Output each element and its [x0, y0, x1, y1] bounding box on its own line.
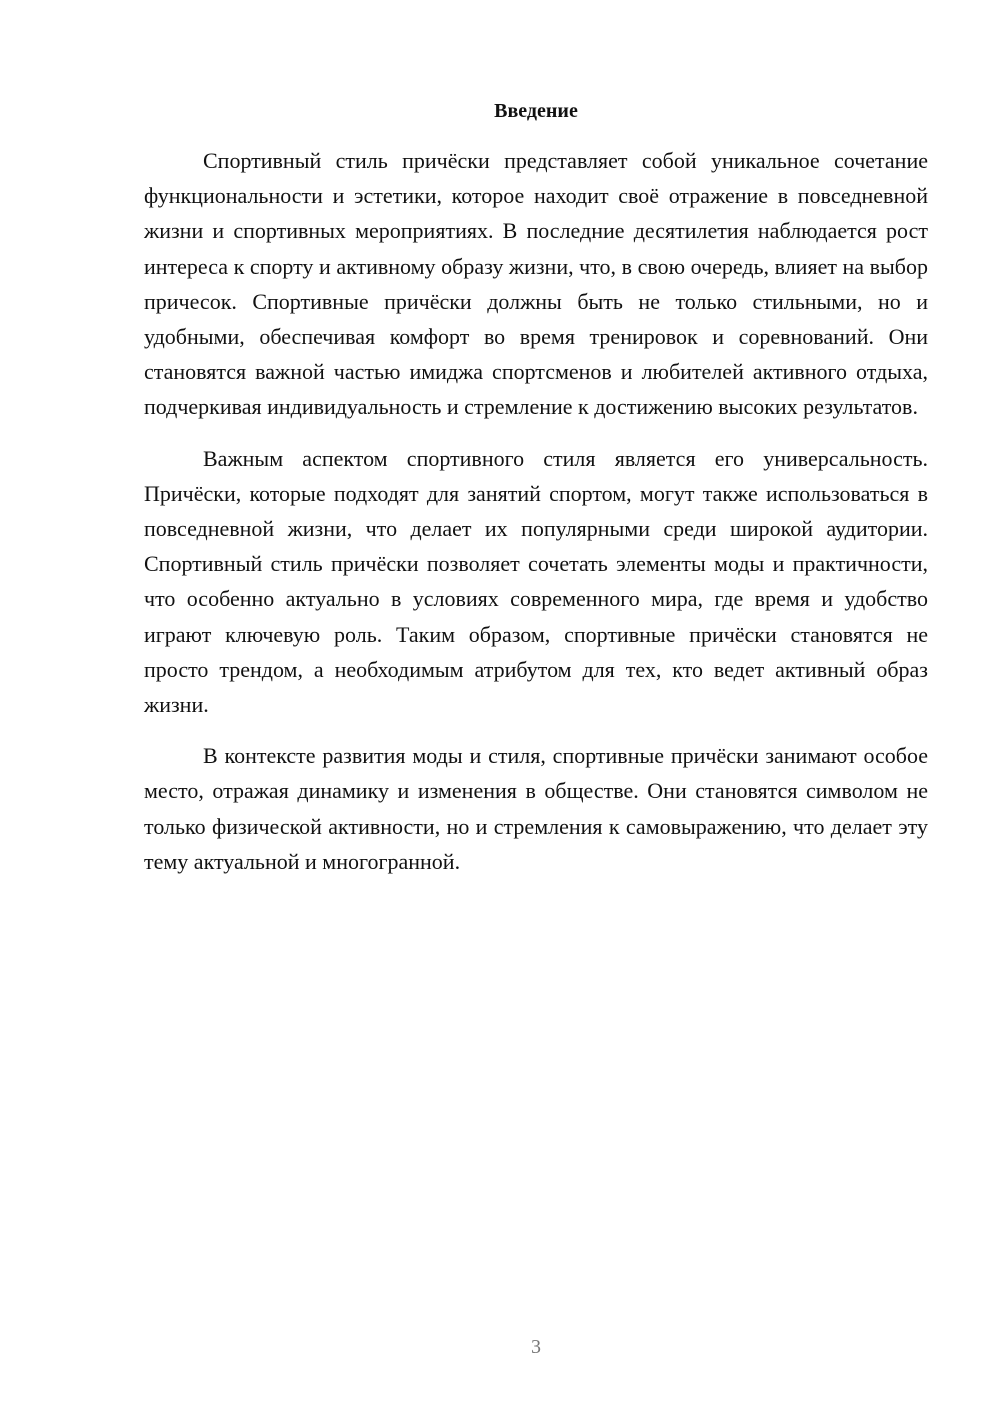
paragraph-2: Важным аспектом спортивного стиля является его универсальность. Причёски, которые подходят для занятий спортом, могут также использоваться в повседневной жизни, что делает их популярными среди широкой аудитории. Спортивный стиль причёски позволяет сочетать элементы моды и практичности, что особенно актуально в условиях современного мира, где время и удобство играют ключевую роль. Таким образом, спортивные причёски становятся не просто трендом, а необходимым атрибутом для тех, кто ведет активный образ жизни.: [144, 445, 928, 718]
page-title: Введение: [494, 100, 578, 122]
page-number: 3: [531, 1336, 541, 1358]
paragraph-3: В контексте развития моды и стиля, спортивные причёски занимают особое место, отражая динамику и изменения в обществе. Они становятся символом не только физической активности, но и стремления к самовыражению, что делает эту тему актуальной и многогранной.: [144, 743, 928, 874]
body-text: [144, 143, 928, 895]
paragraph-1: Спортивный стиль причёски представляет собой уникальное сочетание функциональности и эстетики, которое находит своё отражение в повседневной жизни и спортивных мероприятиях. В последние десятилетия наблюдается рост интереса к спорту и активному образу жизни, что, в свою очередь, влияет на выбор причесок. Спортивные причёски должны быть не только стильными, но и удобными, обеспечивая комфорт во время тренировок и соревнований. Они становятся важной частью имиджа спортсменов и любителей активного отдыха, подчеркивая индивидуальность и стремление к достижению высоких результатов.: [144, 148, 928, 420]
